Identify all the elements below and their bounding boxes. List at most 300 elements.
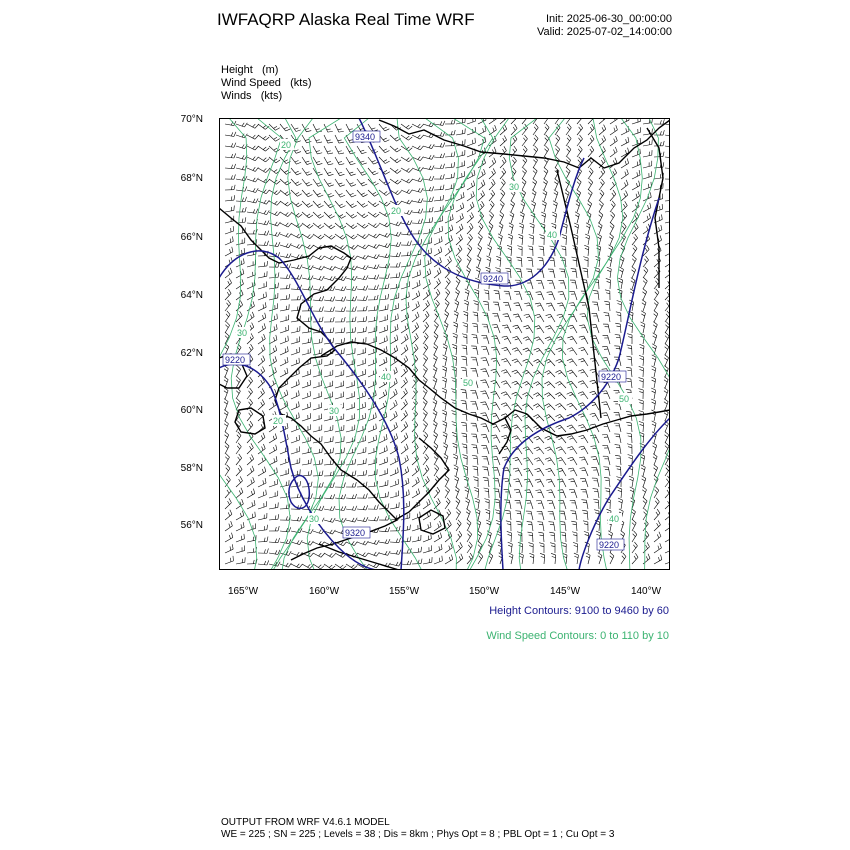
wind-barb xyxy=(632,245,637,256)
wind-barb xyxy=(324,256,335,260)
wind-barb xyxy=(494,291,500,300)
wind-barb xyxy=(280,357,288,366)
wind-barb xyxy=(269,201,280,205)
wind-barb xyxy=(615,445,621,454)
wind-barb xyxy=(502,347,511,355)
wind-barb xyxy=(225,487,231,498)
wind-barb xyxy=(313,223,324,229)
wind-barb xyxy=(324,564,335,569)
wind-barb xyxy=(280,325,289,333)
wind-barb xyxy=(592,313,599,322)
wind-barb xyxy=(324,471,334,476)
wind-barb xyxy=(581,500,588,509)
wind-barb xyxy=(500,190,505,201)
wind-barb xyxy=(508,542,513,553)
wind-barb xyxy=(412,454,419,465)
wind-barb xyxy=(346,317,356,322)
wind-barb xyxy=(291,380,299,388)
wind-barb xyxy=(542,201,546,212)
wind-barb xyxy=(379,157,390,164)
wind-barb xyxy=(501,370,511,377)
wind-barb xyxy=(368,305,378,311)
lon-label-165: 165°W xyxy=(227,586,259,597)
wind-barb xyxy=(632,542,637,553)
wind-barb xyxy=(302,529,313,533)
wind-barb xyxy=(653,454,657,465)
wind-barb xyxy=(346,348,355,355)
wind-barb xyxy=(346,380,355,388)
wind-barb xyxy=(225,143,236,148)
wind-barb xyxy=(335,392,344,399)
wind-barb xyxy=(280,527,291,532)
wind-barb xyxy=(247,124,258,128)
wind-barb xyxy=(503,302,511,311)
wind-barb xyxy=(390,491,399,498)
wind-barb xyxy=(247,146,258,150)
wind-barb xyxy=(434,205,443,212)
wind-barb xyxy=(653,443,657,454)
wind-barb xyxy=(291,358,299,366)
wind-barb xyxy=(379,515,389,520)
wind-barb xyxy=(302,380,311,388)
wind-barb xyxy=(632,256,636,267)
wind-barb xyxy=(434,121,445,126)
wind-barb xyxy=(302,179,312,186)
wind-barb xyxy=(335,286,346,290)
wind-barb xyxy=(567,348,577,355)
wind-barb xyxy=(346,564,357,569)
wind-barb xyxy=(577,124,583,135)
wind-barb xyxy=(346,518,357,522)
wind-barb xyxy=(539,246,544,256)
wind-barb xyxy=(302,459,311,465)
wind-barb xyxy=(461,390,467,399)
wind-barb xyxy=(632,170,640,179)
wind-barb xyxy=(335,297,346,302)
wind-barb xyxy=(535,314,544,322)
wind-barb xyxy=(412,135,423,139)
wind-barb xyxy=(412,523,421,531)
wind-barb xyxy=(621,169,628,179)
wind-barb xyxy=(302,348,311,355)
wind-contour-label xyxy=(380,371,394,382)
wind-barb xyxy=(335,494,346,499)
wind-barb xyxy=(445,246,452,256)
wind-barb xyxy=(489,201,494,212)
wind-barb xyxy=(642,289,646,300)
wind-barb xyxy=(513,479,522,487)
height-contour-label xyxy=(597,539,624,550)
wind-barb xyxy=(617,301,622,311)
wind-barb xyxy=(247,455,254,465)
wind-barb xyxy=(313,286,324,291)
wind-barb xyxy=(488,542,492,553)
wind-barb xyxy=(580,302,588,311)
wind-barb xyxy=(533,124,538,135)
wind-barb xyxy=(302,234,313,239)
wind-barb xyxy=(269,514,279,520)
wind-barb xyxy=(302,564,313,569)
wind-barb xyxy=(401,345,408,355)
wind-barb xyxy=(598,553,602,564)
wind-contour-label xyxy=(328,405,342,416)
wind-barb xyxy=(549,532,555,542)
wind-barb xyxy=(544,404,555,410)
wind-barb xyxy=(500,135,507,146)
wind-barb xyxy=(280,212,291,217)
wind-barb xyxy=(580,468,588,476)
wind-barb xyxy=(379,304,388,311)
wind-barb xyxy=(313,276,324,280)
lat-label-56: 56°N xyxy=(180,520,203,531)
wind-barb xyxy=(557,479,566,487)
wind-barb xyxy=(453,454,458,465)
lat-label-68: 68°N xyxy=(180,173,203,184)
wind-barb xyxy=(368,201,379,207)
wind-barb xyxy=(324,223,335,229)
wind-barb xyxy=(639,344,644,355)
wind-contour-label xyxy=(308,513,322,524)
wind-barb xyxy=(368,295,378,300)
wind-barb xyxy=(357,470,367,476)
wind-barb xyxy=(466,267,470,278)
wind-barb xyxy=(510,201,514,212)
wind-barb xyxy=(357,327,366,333)
wind-barb xyxy=(572,257,577,267)
wind-barb xyxy=(379,284,389,289)
wind-barb xyxy=(390,562,401,566)
wind-barb xyxy=(489,212,494,223)
wind-barb xyxy=(588,190,592,201)
wind-barb xyxy=(324,168,333,176)
wind-barb xyxy=(614,423,621,432)
wind-barb xyxy=(643,554,650,564)
wind-barb xyxy=(621,191,628,201)
wind-barb xyxy=(401,455,408,465)
wind-contour-label xyxy=(236,327,250,338)
wind-barb xyxy=(489,147,496,157)
wind-barb xyxy=(445,487,450,498)
model-footer-details: WE = 225 ; SN = 225 ; Levels = 38 ; Dis = 8km ; Phys Opt = 8 ; PBL Opt = 1 ; Cu Opt = 3 xyxy=(221,829,615,840)
wind-barb xyxy=(412,466,419,476)
wind-barb xyxy=(324,157,333,165)
wind-barb xyxy=(302,212,313,218)
wind-barb xyxy=(313,482,323,487)
wind-barb xyxy=(524,314,533,322)
wind-barb xyxy=(569,479,577,487)
wind-barb xyxy=(258,399,265,410)
wind-barb xyxy=(280,304,289,311)
wind-barb xyxy=(258,302,266,311)
wind-barb xyxy=(529,234,534,245)
wind-barb xyxy=(467,520,471,531)
wind-barb xyxy=(324,359,333,366)
wind-barb xyxy=(643,139,652,146)
wind-barb xyxy=(652,421,656,432)
wind-barb xyxy=(444,311,448,322)
wind-barb xyxy=(335,168,344,176)
wind-barb xyxy=(588,124,594,135)
wind-barb xyxy=(412,124,423,128)
wind-barb xyxy=(291,326,300,333)
wind-barb xyxy=(401,292,409,300)
wind-barb xyxy=(357,505,368,510)
wind-barb xyxy=(654,289,659,300)
wind-barb xyxy=(401,560,412,565)
wind-barb xyxy=(313,190,323,197)
wind-barb xyxy=(401,444,408,454)
wind-barb xyxy=(302,402,311,410)
wind-barb xyxy=(632,267,636,278)
lat-label-58: 58°N xyxy=(180,463,203,474)
wind-barb xyxy=(533,404,544,410)
wind-barb xyxy=(225,205,234,212)
wind-barb xyxy=(486,520,491,531)
wind-barb xyxy=(487,531,491,542)
wind-barb xyxy=(481,369,489,377)
wind-barb xyxy=(291,458,300,465)
wind-barb xyxy=(493,478,500,487)
wind-barb xyxy=(632,191,640,201)
wind-barb xyxy=(357,179,367,186)
wind-barb xyxy=(599,136,606,146)
wind-barb xyxy=(568,325,577,333)
wind-barb xyxy=(560,521,566,531)
wind-barb xyxy=(434,164,445,169)
wind-barb xyxy=(501,403,511,410)
wind-barb xyxy=(442,421,446,432)
wind-barb xyxy=(390,550,401,555)
wind-barb xyxy=(603,467,610,476)
wind-barb xyxy=(280,157,291,164)
wind-barb xyxy=(324,179,334,186)
wind-barb xyxy=(390,157,401,163)
lon-label-145: 145°W xyxy=(549,586,581,597)
wind-barb xyxy=(346,402,355,410)
wind-barb xyxy=(609,234,613,245)
wind-barb xyxy=(412,489,420,498)
wind-barb xyxy=(653,465,657,476)
wind-barb xyxy=(590,369,599,377)
wind-barb xyxy=(476,267,480,278)
wind-barb xyxy=(579,336,588,344)
wind-barb xyxy=(442,377,447,388)
wind-barb xyxy=(654,225,662,234)
wind-barb xyxy=(643,278,647,289)
wind-barb xyxy=(346,506,357,511)
wind-barb xyxy=(643,531,649,542)
wind-barb xyxy=(335,223,346,229)
wind-barb xyxy=(390,222,401,226)
wind-barb xyxy=(269,242,280,247)
wind-barb xyxy=(258,231,269,236)
wind-barb xyxy=(368,212,379,217)
wind-barb xyxy=(379,243,390,247)
wind-barb xyxy=(456,234,463,245)
wind-barb xyxy=(390,456,398,465)
wind-barb xyxy=(324,266,335,270)
wind-barb xyxy=(548,269,555,278)
wind-barb xyxy=(423,300,430,311)
wind-barb xyxy=(533,157,538,168)
wind-barb xyxy=(423,207,433,212)
wind-barb xyxy=(269,272,279,278)
wind-barb xyxy=(357,553,368,557)
wind-barb xyxy=(412,388,417,399)
wind-barb xyxy=(443,355,447,366)
wind-barb xyxy=(236,155,247,159)
wind-barb xyxy=(313,391,322,399)
wind-barb xyxy=(610,190,616,201)
wind-barb xyxy=(247,500,255,509)
wind-contour-label xyxy=(546,229,560,240)
wind-barb xyxy=(236,399,240,410)
wind-barb xyxy=(258,261,268,267)
wind-barb xyxy=(390,335,398,344)
wind-barb xyxy=(379,390,387,399)
wind-barb xyxy=(528,532,533,542)
wind-barb xyxy=(390,146,401,152)
wind-barb xyxy=(577,146,582,157)
wind-barb xyxy=(357,316,367,322)
wind-barb xyxy=(225,521,232,531)
wind-barb xyxy=(302,223,313,228)
wind-barb xyxy=(291,390,299,399)
wind-barb xyxy=(628,322,633,333)
wind-barb xyxy=(455,289,459,300)
wind-barb xyxy=(491,435,500,443)
wind-barb xyxy=(478,245,482,256)
wind-barb xyxy=(379,551,390,555)
wind-barb xyxy=(664,355,668,366)
wind-barb xyxy=(467,531,472,542)
wind-barb xyxy=(610,125,617,135)
wind-barb xyxy=(225,268,232,278)
wind-barb xyxy=(533,179,537,190)
wind-barb xyxy=(571,521,577,531)
wind-barb xyxy=(335,190,345,197)
wind-barb xyxy=(324,436,333,443)
wind-barb xyxy=(534,337,544,344)
wind-barb xyxy=(224,388,228,399)
wind-barb xyxy=(291,540,302,544)
wind-barb xyxy=(247,477,254,487)
wind-barb xyxy=(588,168,593,179)
wind-barb xyxy=(236,207,246,212)
wind-barb xyxy=(578,358,588,366)
wind-barb xyxy=(269,293,278,300)
wind-barb xyxy=(225,153,236,158)
wind-barb xyxy=(665,322,670,333)
wind-barb xyxy=(478,190,485,201)
wind-barb xyxy=(584,245,589,256)
wind-barb xyxy=(442,388,447,399)
wind-barb xyxy=(491,358,500,366)
wind-barb xyxy=(247,443,253,454)
wind-barb xyxy=(602,435,610,443)
wind-barb xyxy=(570,280,577,289)
wind-barb xyxy=(346,179,356,186)
wind-contour-label xyxy=(280,139,294,150)
wind-barb xyxy=(445,151,455,157)
wind-barb xyxy=(462,455,467,465)
wind-barb xyxy=(412,399,418,410)
wind-barb xyxy=(357,212,368,218)
wind-barb xyxy=(225,533,233,542)
wind-barb xyxy=(280,515,290,520)
wind-barb xyxy=(313,135,322,143)
wind-barb xyxy=(454,311,458,322)
wind-barb xyxy=(632,202,639,212)
wind-barb xyxy=(445,119,455,124)
wind-barb xyxy=(434,556,442,564)
wind-barb xyxy=(603,324,610,333)
wind-contour-label xyxy=(618,393,632,404)
wind-barb xyxy=(346,168,356,176)
wind-barb xyxy=(368,504,378,509)
wind-barb xyxy=(531,201,535,212)
wind-barb xyxy=(566,135,571,146)
wind-barb xyxy=(258,356,265,366)
wind-barb xyxy=(515,511,522,520)
wind-barb xyxy=(434,185,444,190)
wind-barb xyxy=(357,286,368,291)
wind-barb xyxy=(591,457,599,465)
wind-barb xyxy=(258,271,267,278)
wind-barb xyxy=(532,190,536,201)
height-contour-label xyxy=(599,371,626,382)
wind-barb xyxy=(302,265,313,269)
wind-barb xyxy=(643,150,652,157)
wind-barb xyxy=(313,402,322,410)
wind-barb xyxy=(313,414,322,421)
lat-label-62: 62°N xyxy=(180,348,203,359)
wind-barb xyxy=(412,477,419,487)
wind-barb xyxy=(434,195,444,201)
wind-barb xyxy=(626,422,632,432)
wind-barb xyxy=(568,468,577,476)
wind-barb xyxy=(258,221,269,225)
lon-label-150: 150°W xyxy=(468,586,500,597)
wind-barb xyxy=(324,327,334,333)
wind-barb xyxy=(302,413,311,421)
wind-barb xyxy=(522,135,527,146)
wind-barb xyxy=(390,400,397,410)
wind-barb xyxy=(502,336,511,344)
wind-barb xyxy=(547,280,555,289)
wind-barb xyxy=(368,275,379,280)
wind-barb xyxy=(509,553,513,564)
wind-barb xyxy=(269,479,278,487)
wind-barb xyxy=(569,291,577,300)
wind-barb xyxy=(269,232,280,236)
wind-barb xyxy=(582,268,588,278)
wind-barb xyxy=(556,337,566,344)
wind-barb xyxy=(518,234,523,245)
wind-barb xyxy=(247,219,258,224)
wind-barb xyxy=(346,212,357,218)
wind-contour-label xyxy=(390,205,404,216)
wind-barb xyxy=(576,201,580,212)
height-contour-label xyxy=(481,273,508,284)
wind-barb xyxy=(465,289,469,300)
wind-barb xyxy=(412,535,421,542)
wind-barb xyxy=(554,179,558,190)
wind-barb xyxy=(335,506,346,511)
wind-barb xyxy=(553,201,557,212)
wind-barb xyxy=(258,501,267,509)
wind-barb xyxy=(401,501,410,509)
